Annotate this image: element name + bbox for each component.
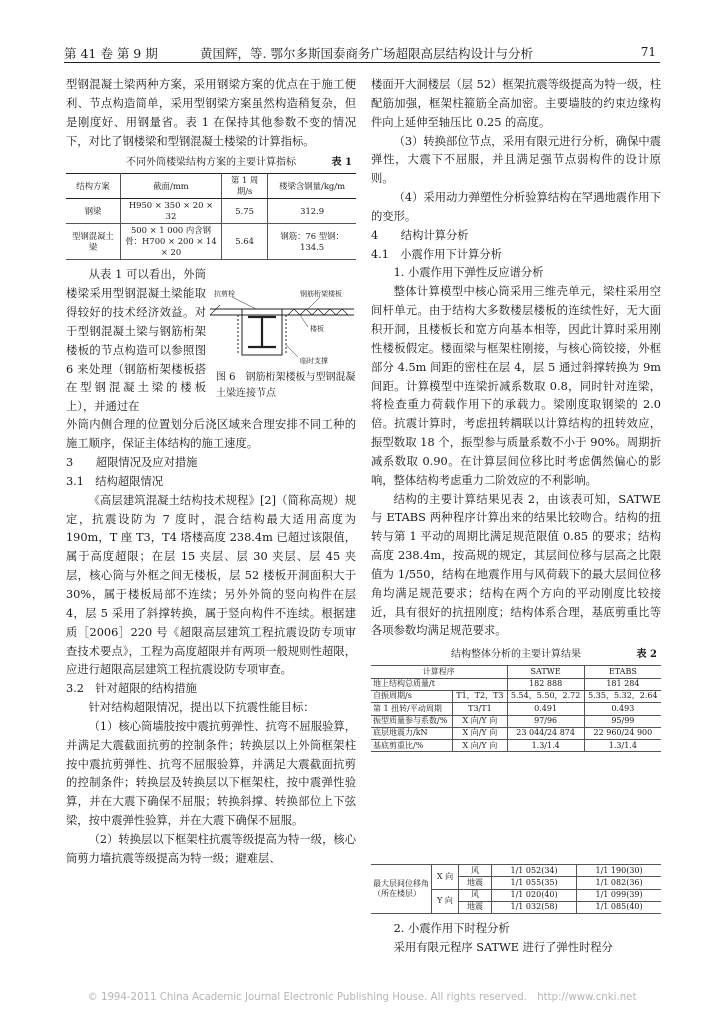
table-cell: 5.64	[222, 224, 268, 260]
paragraph: 采用有限元程序 SATWE 进行了弹性时程分	[393, 941, 613, 955]
table-header: ETABS	[584, 666, 661, 678]
table-cell: 95/99	[584, 715, 661, 727]
paragraph: 楼面开大洞楼层（层 52）框架抗震等级提高为特一级，柱配筋加强，框架柱箍筋全高加密。主要墙肢的约束边缘构件向上延伸至轴压比 0.25 的高度。	[371, 78, 661, 129]
table-cell: 0.491	[507, 703, 584, 715]
table-cell: 181 284	[584, 678, 661, 690]
table-cell: H950 × 350 × 20 × 32	[121, 199, 222, 224]
truss-zigzag	[288, 309, 348, 315]
table1	[66, 173, 356, 260]
table-cell: X 向	[432, 865, 459, 890]
table2-drift	[371, 864, 661, 914]
table-cell: X 向/Y 向	[453, 740, 507, 752]
table-cell: 振型质量参与系数/%	[371, 715, 453, 727]
paragraph: 结构的主要计算结果见表 2，由该表可知，SATWE 与 ETABS 两种程序计算出来的结果比较吻合。结构的扭转与第 1 平动的周期比满足规范限值 0.85 的要求；结构高度 238.4m，按高规的规定，其层间位移与层高之比限值为 1/550，结构在地震作用与风荷载下的最大层间位移角均满足规范要求；结构在两个方向的平动刚度比较接近，具有很好的抗扭刚度；结构体系合理，基底剪重比等各项参数均满足规范要求。	[371, 492, 661, 638]
label-truss: 钢筋桁架楼板	[300, 290, 342, 299]
table-cell: 312.9	[268, 199, 356, 224]
right-column	[371, 76, 661, 758]
table2-number: 表 2	[636, 649, 657, 661]
table1-title: 不同外筒楼梁结构方案的主要计算指标	[126, 157, 296, 169]
paragraph: 针对结构超限情况，提出以下抗震性能目标：	[88, 701, 315, 715]
table-cell: T1，T2，T3	[453, 690, 507, 702]
left-column	[66, 76, 356, 869]
table-cell: 1/1 055(35)	[492, 877, 577, 889]
table-row	[371, 740, 661, 752]
paragraph: （3）转换部位节点，采用有限元进行分析，确保中震弹性，大震下不屈服，并且满足强节点弱构件的设计原则。	[371, 134, 661, 186]
label-floor: 楼板	[310, 325, 324, 334]
table-cell: 1/1 082(36)	[577, 877, 661, 889]
table-row	[371, 727, 661, 739]
table-header-row	[371, 666, 661, 678]
section-heading: 3 超限情况及应对措施	[66, 456, 198, 470]
table-cell: 182 888	[507, 678, 584, 690]
section-heading: 4 结构计算分析	[371, 228, 469, 242]
running-header	[64, 42, 660, 63]
table-cell: T3/T1	[453, 703, 507, 715]
table-row	[371, 690, 661, 702]
table-row	[66, 224, 356, 260]
running-title: 黄国辉，等. 鄂尔多斯国泰商务广场超限高层结构设计与分析	[200, 46, 533, 61]
table2-caption	[371, 647, 661, 663]
paragraph: 外筒内侧合理的位置划分后浇区域来合理安排不同工种的施工顺序，保证主体结构的施工速度。	[66, 418, 356, 451]
table-cell: 97/96	[507, 715, 584, 727]
table-cell: 钢梁	[66, 199, 121, 224]
table-cell: 1/1 032(58)	[492, 901, 577, 913]
table-header-row	[66, 174, 356, 199]
paragraph: （2）转换层以下框架柱抗震等级提高为特一级，核心筒剪力墙抗震等级提高为特一级；避难层、	[66, 832, 356, 865]
table-cell: 1/1 052(34)	[492, 865, 577, 877]
table-cell: 5.75	[222, 199, 268, 224]
paragraph: （4）采用动力弹塑性分析验算结构在罕遇地震作用下的变形。	[371, 191, 661, 223]
label-connector: 抗剪栓	[214, 290, 235, 299]
table-cell: 地震	[459, 877, 492, 889]
page-number: 71	[640, 45, 656, 59]
table2-title: 结构整体分析的主要计算结果	[451, 649, 581, 661]
table-cell: 底层地震力/kN	[371, 727, 453, 739]
table-cell: 型钢混凝土梁	[66, 224, 121, 260]
paragraph: 型钢混凝土梁两种方案，采用钢梁方案的优点在于施工便利、节点构造简单，采用型钢梁方案虽然构造稍复杂，但是刚度好、用钢量省。表 1 在保持其他参数不变的情况下，对比了钢楼梁和型钢混凝土楼梁的计算指标。	[66, 78, 356, 148]
subsection-heading: 4.1 小震作用下计算分析	[371, 247, 502, 261]
table-cell: 自振周期/s	[371, 690, 453, 702]
table-row	[371, 703, 661, 715]
table-cell: 500 × 1 000 内含钢骨：H700 × 200 × 14 × 20	[121, 224, 222, 260]
table1-caption	[66, 155, 356, 171]
table-cell: 地上结构总质量/t	[371, 678, 507, 690]
table-cell: 基底剪重比/%	[371, 740, 453, 752]
table-row	[66, 199, 356, 224]
table-cell: 第 1 扭转/平动周期	[371, 703, 453, 715]
figure6-block	[66, 266, 356, 416]
paragraph-wrapped: 从表 1 可以看出，外筒楼梁采用型钢混凝土梁能取得较好的技术经济效益。对于型钢混凝土梁与钢筋桁架楼板的节点构造可以参照图 6 来处理（钢筋桁架楼板搭在型钢混凝土梁的楼板上），并通过在	[66, 268, 206, 414]
table-cell: 1/1 020(40)	[492, 889, 577, 901]
journal-volume: 第 41 卷 第 9 期	[64, 46, 158, 61]
table-cell: X 向/Y 向	[453, 727, 507, 739]
subsection-heading: 3.2 针对超限的结构措施	[66, 682, 197, 696]
table-row	[371, 865, 661, 877]
table-cell: 23 044/24 874	[507, 727, 584, 739]
table-cell: 风	[459, 889, 492, 901]
table-row	[371, 715, 661, 727]
table-cell: Y 向	[432, 889, 459, 914]
table-header: 计算程序	[371, 666, 507, 678]
table-row	[371, 678, 661, 690]
table2-drift-block	[371, 864, 661, 958]
table-header: 截面/mm	[121, 174, 222, 199]
paragraph: 整体计算模型中核心筒采用三维壳单元，梁柱采用空间杆单元。由于结构大多数楼层楼板的连续性好，无大面积开洞，且楼板长和宽方向基本相等，因此计算时采用刚性楼板假定。楼面梁与框架柱刚接，与核心筒铰接，外框部分 4.5m 间距的密柱在层 4，层 5 通过斜撑转换为 9m 间距。计算模型中连梁折减系数取 0.8，同时针对连梁，将检查重力荷载作用下的承载力。梁刚度取钢梁的 2.0 倍。抗震计算时，考虑扭转耦联以计算结构的扭转效应，振型数取 18 个，振型参与质量系数不小于 90%。周期折减系数取 0.90。在计算层间位移比时考虑偶然偏心的影响，整体结构考虑重力二阶效应的不利影响。	[371, 285, 661, 487]
table-header: 结构方案	[66, 174, 121, 199]
copyright-footer: © 1994-2011 China Academic Journal Electronic Publishing House. All rights reserved. http://www.cnki.net	[87, 992, 637, 1003]
sub-heading: 1. 小震作用下弹性反应谱分析	[393, 266, 544, 280]
table-cell: 1.3/1.4	[584, 740, 661, 752]
table-cell: 1/1 099(39)	[577, 889, 661, 901]
break-mark	[210, 305, 220, 315]
table-cell: X 向/Y 向	[453, 715, 507, 727]
table2	[371, 665, 661, 752]
table-cell: 最大层间位移角（所在楼层）	[371, 865, 432, 914]
table-cell: 1/1 085(40)	[577, 901, 661, 913]
table-cell: 地震	[459, 901, 492, 913]
sub-heading: 2. 小震作用下时程分析	[393, 922, 510, 936]
table-cell: 5.54，5.50，2.72	[507, 690, 584, 702]
table1-number: 表 1	[331, 157, 352, 169]
subsection-heading: 3.1 结构超限情况	[66, 474, 164, 488]
paragraph: 《高层建筑混凝土结构技术规程》[2]（简称高规）规定，抗震设防为 7 度时，混合结构最大适用高度为 190m，T 座 T3，T4 塔楼高度 238.4m 已超过该限值，属于高度超限；在层 15 夹层、层 30 夹层、层 45 夹层，核心筒与外框之间无楼板，层 52 楼板开洞面积大于 30%，属于楼板局部不连续；另外外筒的竖向构件在层 4，层 5 采用了斜撑转换，属于竖向构件不连续。根据建质［2006］220 号《超限高层建筑工程抗震设防专项审查技术要点》，工程为高度超限并有两项一般规则性超限，应进行超限高层建筑工程抗震设防专项审查。	[66, 493, 356, 677]
table-cell: 5.35，5.32，2.64	[584, 690, 661, 702]
table-header: 第 1 周期/s	[222, 174, 268, 199]
figure6-caption: 图 6 钢筋桁架楼板与型钢混凝土梁连接节点	[216, 372, 356, 400]
table-cell: 1.3/1.4	[507, 740, 584, 752]
table-cell: 22 960/24 900	[584, 727, 661, 739]
table-header: SATWE	[507, 666, 584, 678]
table-cell: 1/1 190(30)	[577, 865, 661, 877]
table-cell: 钢筋：76 型钢：134.5	[268, 224, 356, 260]
table-cell: 0.493	[584, 703, 661, 715]
table-cell: 风	[459, 865, 492, 877]
label-support: 临时支撑	[300, 357, 328, 366]
table-header: 楼梁含钢量/kg/m	[268, 174, 356, 199]
paragraph: （1）核心筒墙肢按中震抗剪弹性、抗弯不屈服验算，并满足大震截面抗剪的控制条件；转换层以上外筒框架柱按中震抗剪弹性、抗弯不屈服验算，并满足大震截面抗剪的控制条件；转换层及转换层以下框架柱，按中震弹性验算，并在大震下确保不屈服；转换斜撑、转换部位上下弦梁，按中震弹性验算，并在大震下确保不屈服。	[66, 719, 356, 828]
